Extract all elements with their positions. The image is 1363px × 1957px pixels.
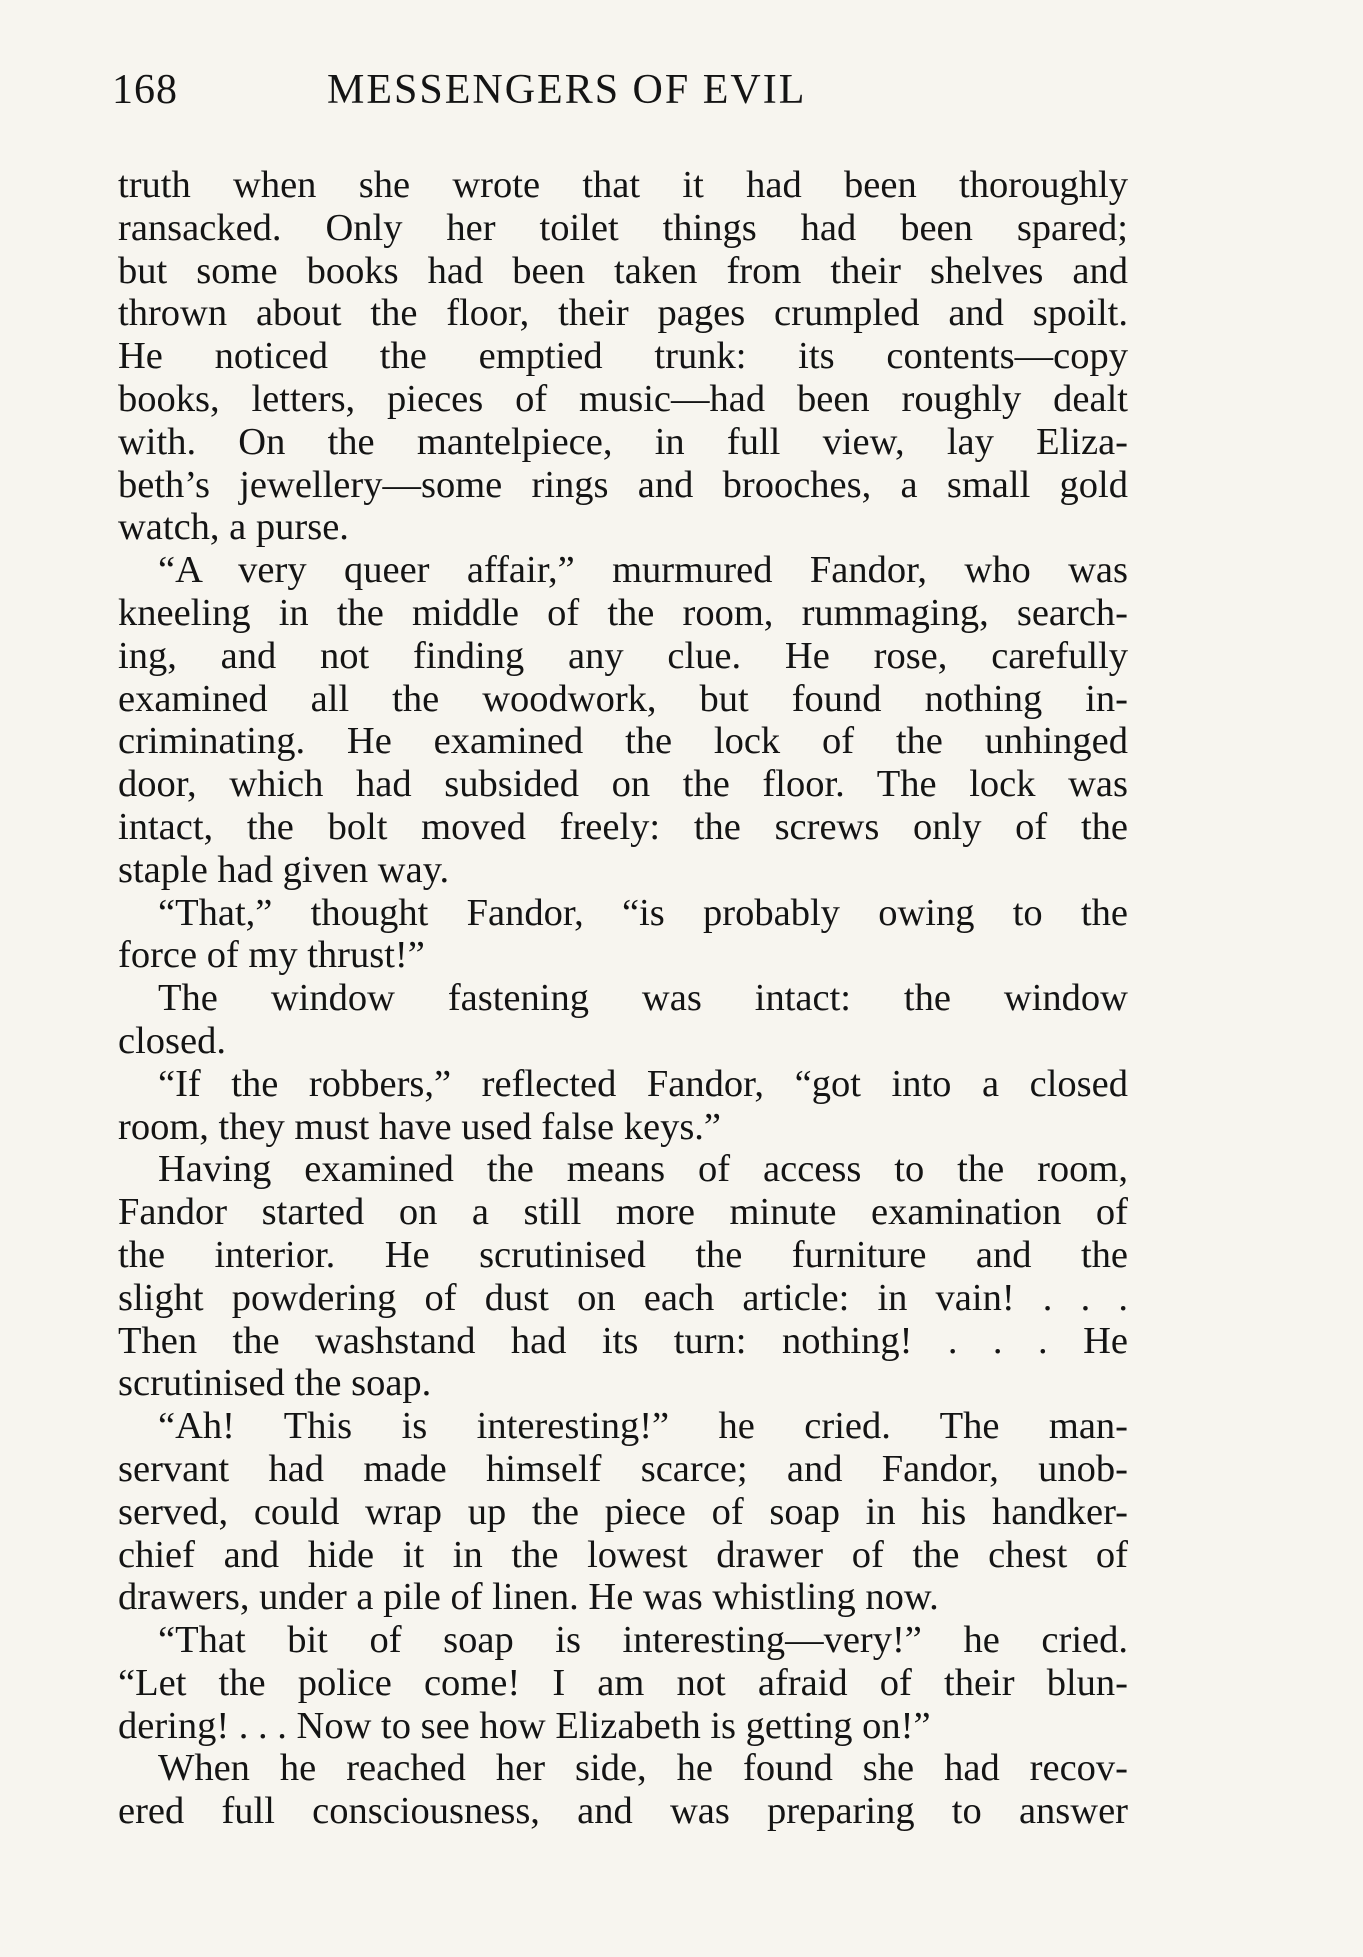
text-line: closed. (118, 1019, 226, 1062)
text-line: staple had given way. (118, 848, 450, 891)
text-line: Having examined the means of access to the room, (158, 1148, 1128, 1191)
text-line: ing, and not finding any clue. He rose, carefully (118, 634, 1128, 677)
text-line: “That bit of soap is interesting—very!” he cried. (158, 1619, 1128, 1662)
text-line: watch, a purse. (118, 506, 349, 549)
text-line: truth when she wrote that it had been thoroughly (118, 164, 1128, 206)
page-header (112, 66, 1128, 126)
text-line: served, could wrap up the piece of soap in his handker- (118, 1490, 1128, 1533)
text-line: chief and hide it in the lowest drawer of the chest of (118, 1533, 1128, 1576)
text-line: “That,” thought Fandor, “is probably owing to the (158, 891, 1128, 934)
text-line: When he reached her side, he found she had recov- (158, 1747, 1128, 1790)
text-line: servant had made himself scarce; and Fandor, unob- (118, 1447, 1128, 1490)
text-line: ered full consciousness, and was preparing to answer (118, 1790, 1128, 1833)
text-line: the interior. He scrutinised the furniture and the (118, 1233, 1128, 1276)
text-line: “A very queer affair,” murmured Fandor, who was (158, 549, 1128, 592)
text-line: kneeling in the middle of the room, rummaging, search- (118, 591, 1128, 634)
page-number: 168 (112, 67, 178, 113)
text-line: intact, the bolt moved freely: the screws only of the (118, 805, 1128, 848)
text-line: room, they must have used false keys.” (118, 1105, 722, 1148)
text-line: “If the robbers,” reflected Fandor, “got into a closed (158, 1062, 1128, 1105)
text-line: The window fastening was intact: the window (158, 977, 1128, 1020)
text-line: thrown about the floor, their pages crumpled and spoilt. (118, 292, 1128, 335)
text-line: dering! . . . Now to see how Elizabeth is getting on!” (118, 1704, 931, 1747)
text-line: force of my thrust!” (118, 934, 425, 977)
text-line: Fandor started on a still more minute examination of (118, 1191, 1128, 1234)
body-text (118, 164, 1128, 1833)
text-line: door, which had subsided on the floor. The lock was (118, 763, 1128, 806)
text-line: He noticed the emptied trunk: its contents—copy (118, 335, 1128, 378)
text-line: “Let the police come! I am not afraid of their blun- (118, 1661, 1128, 1704)
text-line: slight powdering of dust on each article: in vain! . . . (118, 1276, 1128, 1319)
text-line: Then the washstand had its turn: nothing! . . . He (118, 1319, 1128, 1362)
text-line: “Ah! This is interesting!” he cried. The man- (158, 1405, 1128, 1448)
text-line: books, letters, pieces of music—had been roughly dealt (118, 377, 1128, 420)
text-line: but some books had been taken from their shelves and (118, 249, 1128, 292)
text-line: examined all the woodwork, but found nothing in- (118, 677, 1128, 720)
text-line: beth’s jewellery—some rings and brooches, a small gold (118, 463, 1128, 506)
text-line: drawers, under a pile of linen. He was whistling now. (118, 1576, 939, 1619)
text-line: scrutinised the soap. (118, 1362, 432, 1405)
text-line: ransacked. Only her toilet things had been spared; (118, 206, 1128, 249)
running-title: MESSENGERS OF EVIL (327, 67, 807, 113)
text-line: criminating. He examined the lock of the unhinged (118, 720, 1128, 763)
text-line: with. On the mantelpiece, in full view, lay Eliza- (118, 420, 1128, 463)
